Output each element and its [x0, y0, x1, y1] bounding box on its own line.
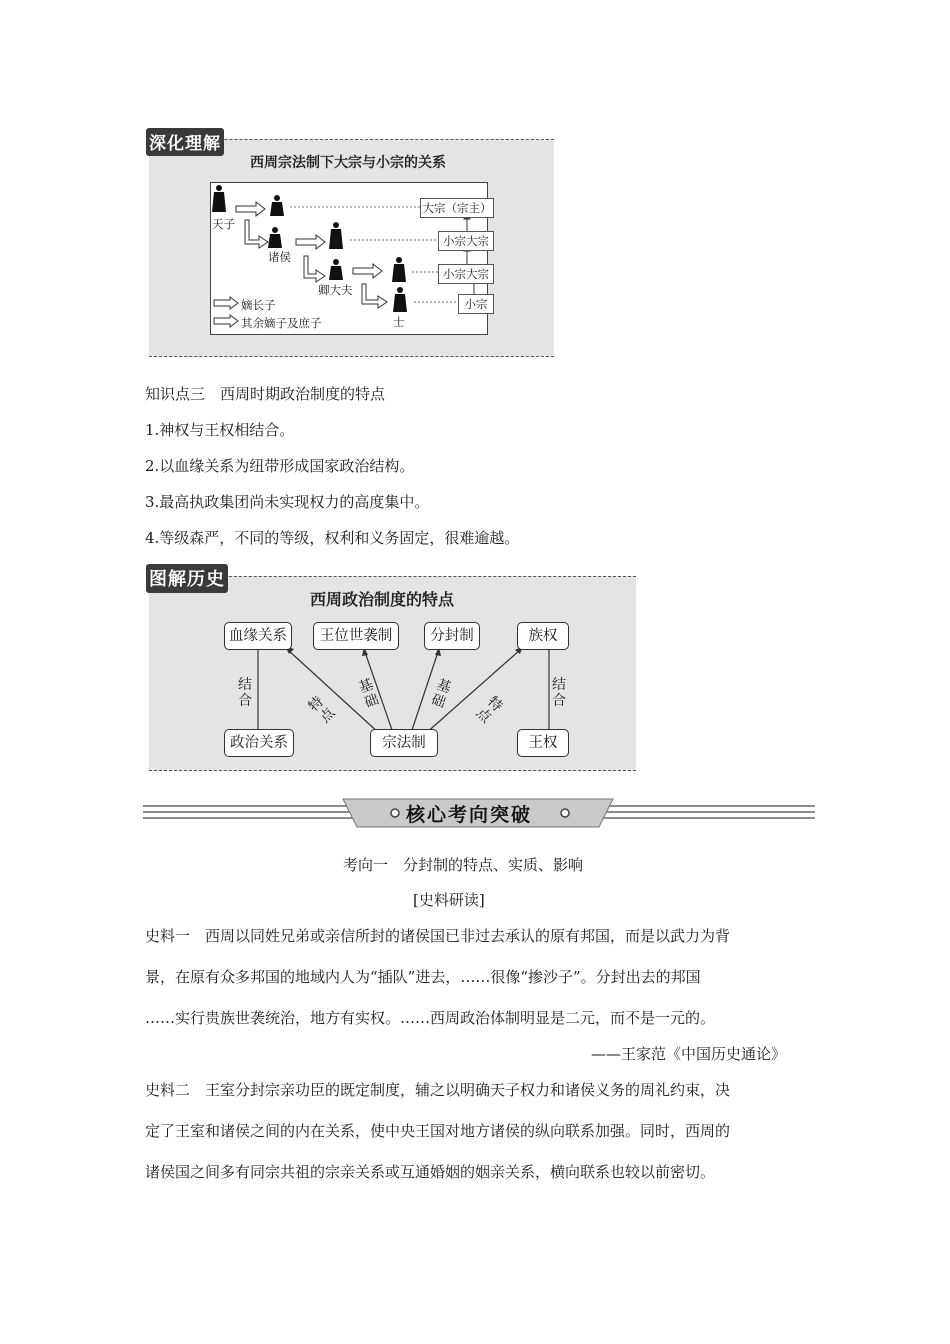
- legend-dizhangzi: 嫡长子: [241, 298, 276, 312]
- material-line: 史料二 王室分封宗亲功臣的既定制度，辅之以明确天子权力和诸侯义务的周礼约束，决: [145, 1081, 731, 1099]
- knowledge-item: 1.神权与王权相结合。: [145, 421, 295, 439]
- box-wangwei: 王位世袭制: [313, 622, 399, 650]
- direction-subtitle: [史料研读]: [413, 891, 485, 909]
- label-jichu: 基础: [428, 676, 454, 712]
- label-jichu: 基础: [356, 676, 382, 712]
- material-2: [145, 1070, 809, 1193]
- box-wangquan: 王权: [517, 729, 569, 757]
- dazong-box: 大宗（宗主）: [420, 198, 494, 218]
- box-zhengzhi: 政治关系: [224, 729, 294, 757]
- label-jiehe: 结合: [238, 677, 252, 709]
- material-line: ……实行贵族世袭统治，地方有实权。……西周政治体制明显是二元，而不是一元的。: [145, 1009, 716, 1027]
- label-jiehe: 结合: [552, 677, 566, 709]
- material-1: [145, 916, 809, 1039]
- label-tianzi: 天子: [212, 217, 235, 231]
- knowledge-item: 2.以血缘关系为纽带形成国家政治结构。: [145, 457, 415, 475]
- label-shi: 士: [393, 315, 405, 329]
- diagram-title: 西周宗法制下大宗与小宗的关系: [250, 155, 446, 171]
- label-qingdafu: 卿大夫: [318, 283, 353, 297]
- knowledge-item: 3.最高执政集团尚未实现权力的高度集中。: [145, 493, 430, 511]
- label-tedian: 特点: [305, 693, 339, 727]
- legend-qiyu: 其余嫡子及庶子: [241, 316, 322, 330]
- direction-title: 考向一 分封制的特点、实质、影响: [343, 856, 584, 874]
- box-zuquan: 族权: [517, 622, 569, 650]
- material-line: 史料一 西周以同姓兄弟或亲信所封的诸侯国已非过去承认的原有邦国，而是以武力为背: [145, 927, 731, 945]
- material-source: ——王家范《中国历史通论》: [591, 1045, 787, 1063]
- material-line: 定了王室和诸侯之间的内在关系，使中央王国对地方诸侯的纵向联系加强。同时，西周的: [145, 1122, 731, 1140]
- box-fenfeng: 分封制: [424, 622, 480, 650]
- banner-title: 核心考向突破: [406, 804, 533, 826]
- section-tag: 深化理解: [146, 128, 224, 156]
- box-zongfa: 宗法制: [370, 729, 438, 757]
- material-line: 诸侯国之间多有同宗共祖的宗亲关系或互通婚姻的姻亲关系，横向联系也较以前密切。: [145, 1163, 716, 1181]
- diagram-title: 西周政治制度的特点: [310, 590, 455, 609]
- section-tag: 图解历史: [146, 564, 228, 593]
- knowledge-heading: 知识点三 西周时期政治制度的特点: [145, 385, 386, 403]
- xiaozong-dazong-box: 小宗大宗: [438, 231, 494, 251]
- knowledge-item: 4.等级森严，不同的等级，权利和义务固定，很难逾越。: [145, 529, 520, 547]
- xiaozong-dazong-box: 小宗大宗: [438, 264, 494, 284]
- xiaozong-box: 小宗: [458, 294, 494, 314]
- material-line: 景，在原有众多邦国的地域内人为“插队”进去，……很像“掺沙子”。分封出去的邦国: [145, 968, 701, 986]
- box-xueyuan: 血缘关系: [224, 622, 292, 650]
- label-tedian: 特点: [472, 693, 506, 727]
- label-zhuhou: 诸侯: [268, 250, 291, 264]
